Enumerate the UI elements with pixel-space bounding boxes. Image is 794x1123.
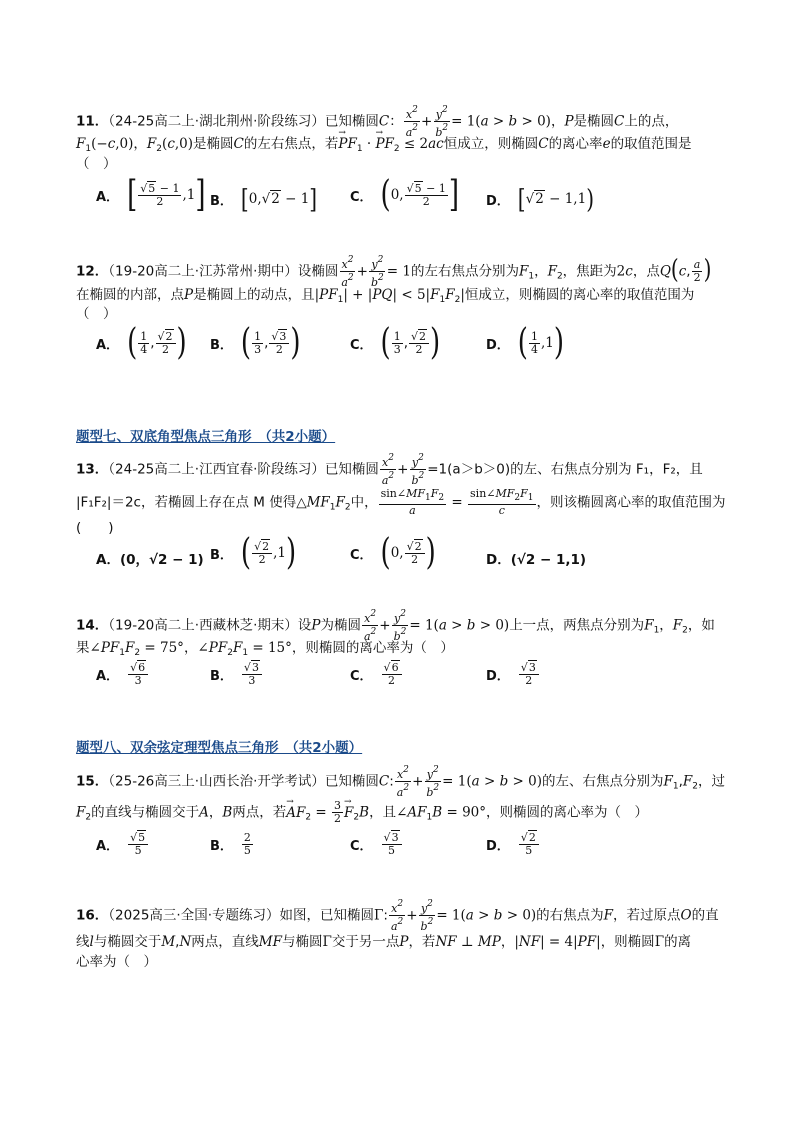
q13-answer-paren: ( ) [76,520,114,536]
section-heading-8: 题型八、双余弦定理型焦点三角形 （共2小题） [76,740,363,756]
q15-text: 已知椭圆 [324,773,379,790]
q12-text: ，点 [632,263,660,280]
q15-option-c[interactable]: C． $\frac{√3}{5}$ [350,832,403,857]
q16-number: 16． [76,907,109,924]
q12-text: 是椭圆上的动点，且 [193,287,315,303]
q15-option-d[interactable]: D． $\frac{√2}{5}$ [486,832,540,857]
option-label: B． [210,669,233,684]
q15-line2: $F_2$的直线与椭圆交于A，B两点，若→ $AF_2$ = $\frac{3}{2}$ → $F_2B$，且$\angle AF_1B = 90^\circ$，则椭圆的离心率为（ ） [76,800,734,828]
q11-source: （24-25高二上·湖北荆州·阶段练习） [108,113,325,130]
q16-text: 与椭圆 [281,934,323,950]
q14-text: 上一点，两焦点分别为 [509,617,645,634]
q13-option-d[interactable]: D．(√2 − 1,1) [486,552,587,568]
q13-source: （24-25高二上·江西宜春·阶段练习） [108,461,325,478]
q11-text: 恒成立，则椭圆 [443,136,539,152]
q11-text: 已知椭圆 [324,113,379,130]
q13-text: 已知椭圆 [324,461,379,478]
q16-text: 交于另一点 [331,934,400,950]
q16-text: 两点，直线 [191,934,259,950]
option-label: C． [350,669,373,684]
q16-line1: 16．（2025高三·全国·专题练习）如图，已知椭圆Γ: $\frac{x^2}{a^2}$ + $\frac{y^2}{b^2}$ = 1(a > b > 0)的右焦点为F，若过原点O的直 [76,899,719,933]
q12-source: （19-20高二上·江苏常州·期中） [108,263,298,280]
q11-option-d[interactable]: D． [ √2 − 1,1 ) [486,183,594,215]
q15-number: 15． [76,773,109,790]
q16-line2: 线l与椭圆交于M,N两点，直线MF与椭圆Γ交于另一点P，若NF ⊥ MP，|NF| = 4|PF|，则椭圆Γ的离 [76,934,692,950]
q12-line2: 在椭圆的内部，点P是椭圆上的动点，且$|PF_1| + |PQ| < 5|F_1F_2|$恒成立，则椭圆的离心率的取值范围为 [76,287,695,305]
q12-option-c[interactable]: C． ( $\frac{1}{3}$ , $\frac{√2}{2}$ ) [350,322,441,364]
q16-text: 如图，已知椭圆 [279,907,374,924]
q16-text: 的直 [691,907,719,924]
q14-source: （19-20高二上·西藏林芝·期末） [108,617,298,634]
q11-text: 的左右焦点，若 [243,136,339,152]
q14-option-d[interactable]: D． $\frac{√3}{2}$ [486,662,540,687]
q11-number: 11． [76,113,109,130]
q14-text: ，如 [687,617,715,634]
q12-option-b[interactable]: B． ( $\frac{1}{3}$ , $\frac{√3}{2}$ ) [210,322,301,364]
q16-text: ，若 [408,934,436,950]
q12-text: 恒成立，则椭圆的离心率的取值范围为 [464,287,695,303]
q16-text: 的离 [664,934,692,950]
q14-text: 设 [297,617,312,634]
q11-answer-paren: （ ） [76,156,117,172]
q12-answer-paren: （ ） [76,306,117,322]
option-label: A． [96,189,120,205]
option-label: B． [210,337,233,353]
q15-text: ，则椭圆的离心率为（ ） [486,804,648,821]
option-label: C． [350,189,373,205]
q14-option-a[interactable]: A． $\frac{√6}{3}$ [96,662,149,687]
q12-number: 12． [76,263,109,280]
option-label: B． [210,193,233,209]
q15-text: ，过 [698,773,726,790]
q16-text: 与椭圆交于 [93,934,162,950]
q11-text: 上的点， [624,113,679,130]
q15-line1: 15．（25-26高三上·山西长治·开学考试）已知椭圆C: $\frac{x^2}{a^2}$ + $\frac{y^2}{b^2}$ = 1(a > b > 0)的左、右焦点分别为$F_1,F_2$，过 [76,765,726,799]
q11-line2: $F_1(-c,0)$，$F_2(c,0)$是椭圆C的左右焦点，若→ $PF_1$ · → $PF_2 \le 2ac$恒成立，则椭圆C的离心率e的取值范围是 [76,134,734,159]
option-label: B． [210,839,233,854]
q11-text: 的取值范围是 [610,136,692,152]
q13-text: =1(a＞b＞0)的左、右焦点分别为 F₁，F₂，且 [427,461,703,478]
q16-line3: 心率为（ ） [76,954,157,970]
option-label: C． [350,839,373,854]
q12-option-d[interactable]: D． ( $\frac{1}{4}$ ,1 ) [486,322,564,364]
q12-text: 设椭圆 [297,263,339,280]
q11-option-b[interactable]: B． [ 0,√2 − 1 ] [210,183,318,215]
q12-text: 的左右焦点分别为 [410,263,519,280]
q11-option-a[interactable]: A． [ $\frac{√5 - 1}{2}$ ,1 ] [96,174,206,216]
q11-text: 是椭圆 [573,113,615,130]
option-label: D． [486,193,510,209]
q16-text: ，若过原点 [613,907,681,924]
q14-text: 果 [76,640,90,656]
option-label: D． [486,669,510,684]
q15-option-a[interactable]: A． $\frac{√5}{5}$ [96,832,149,857]
q15-source: （25-26高三上·山西长治·开学考试） [108,773,325,790]
q12-text: ，焦距为 [562,263,617,280]
q11-text: 的离心率 [548,136,603,152]
q16-source: （2025高三·全国·专题练习） [108,907,280,924]
q16-text: 的右焦点为 [536,907,604,924]
q12-text: 在椭圆的内部，点 [76,287,184,303]
q15-option-b[interactable]: B． $\frac{2}{5}$ [210,831,251,857]
q13-text: 中， [350,494,378,511]
q13-line1: 13．（24-25高二上·江西宜春·阶段练习）已知椭圆 $\frac{x^2}{a^2}$ + $\frac{y^2}{b^2}$ =1(a＞b＞0)的左、右焦点分别为 F₁，F₂，且 [76,453,703,487]
q14-number: 14． [76,617,109,634]
option-label: B． [210,547,233,563]
q11-line1: 11．（24-25高二上·湖北荆州·阶段练习）已知椭圆C： $\frac{x^2}{a^2}$ + $\frac{y^2}{b^2}$ = 1(a > b > 0)，P是椭圆C上的点， [76,105,679,139]
q14-text: ，则椭圆的离心率为（ ） [291,640,454,656]
q11-text: ， [550,113,565,130]
q12-line1: 12．（19-20高二上·江苏常州·期中）设椭圆 $\frac{x^2}{a^2}$ + $\frac{y^2}{b^2}$ = 1的左右焦点分别为$F_1$，$F_2$，焦距为2c，点Q(c, $\frac{a}{2}$ ) [76,252,712,289]
q12-option-a[interactable]: A． ( $\frac{1}{4}$ , $\frac{√2}{2}$ ) [96,322,187,364]
option-label: A． [96,839,120,854]
q11-text: 是椭圆 [193,136,234,152]
q15-text: 两点，若 [232,804,287,821]
q16-text: 线 [76,934,90,950]
q14-option-b[interactable]: B． $\frac{√3}{3}$ [210,662,263,687]
q13-number: 13． [76,461,109,478]
option-label: C． [350,337,373,353]
q14-option-c[interactable]: C． $\frac{√6}{2}$ [350,662,403,687]
q16-text: ，则椭圆 [600,934,655,950]
option-label: D． [486,839,510,854]
q15-text: ，且 [369,804,397,821]
q15-text: 的直线与椭圆交于 [91,804,200,821]
option-label: A． [96,337,120,353]
option-label: A． [96,669,120,684]
option-label: C． [350,547,373,563]
option-label: D． [486,337,510,353]
q11-option-c[interactable]: C． ( 0, $\frac{√5 - 1}{2}$ ] [350,174,459,216]
q13-line2: |F₁F₂|＝2c，若椭圆上存在点 M 使得$\triangle MF_1F_2$中， $\frac{\sin\angle MF_1F_2}{a}$ = $\frac{\sin\angle MF_2F_1}{c}$ ，则该椭圆离心率的取值范围为 [76,487,726,517]
q13-option-b[interactable]: B． ( $\frac{√2}{2}$ ,1 ) [210,532,297,574]
q14-text: 为椭圆 [320,617,361,634]
q15-text: 的左、右焦点分别为 [542,773,664,790]
q13-text: |F₁F₂|＝2c，若椭圆上存在点 M 使得 [76,494,297,511]
q13-text: ，则该椭圆离心率的取值范围为 [536,494,726,511]
q13-option-c[interactable]: C． ( 0, $\frac{√2}{2}$ ) [350,532,436,574]
section-heading-7: 题型七、双底角型焦点三角形 （共2小题） [76,429,336,445]
q13-option-a[interactable]: A．(0，√2 − 1) [96,552,204,568]
q14-line1: 14．（19-20高二上·西藏林芝·期末）设P为椭圆 $\frac{x^2}{a^2}$ + $\frac{y^2}{b^2}$ = 1(a > b > 0)上一点，两焦点分别为$F_1$，$F_2$，如 [76,609,715,643]
q14-line2: 果$\angle PF_1F_2 = 75^\circ$，$\angle PF_2F_1 = 15^\circ$，则椭圆的离心率为（ ） [76,640,454,658]
